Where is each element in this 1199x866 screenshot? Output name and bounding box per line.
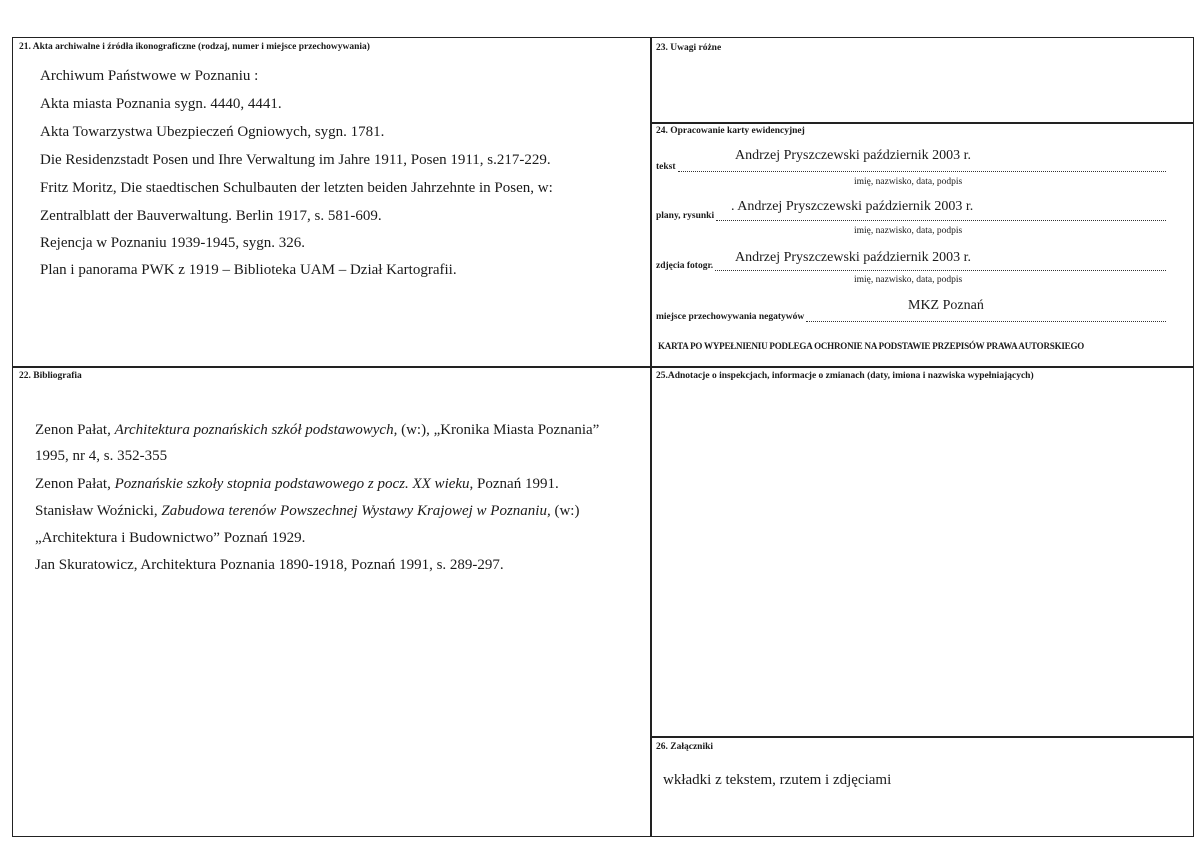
section-24-header: 24. Opracowanie karty ewidencyjnej — [656, 126, 805, 136]
signature-caption: imię, nazwisko, data, podpis — [854, 275, 963, 285]
bibliography-entry: Zenon Pałat, Architektura poznańskich szkół podstawowych, (w:), „Kronika Miasta Poznania” — [35, 422, 600, 438]
bibliography-entry: Jan Skuratowicz, Architektura Poznania 1890-1918, Poznań 1991, s. 289-297. — [35, 557, 504, 573]
divider-25-26 — [650, 736, 1193, 738]
section-23-header: 23. Uwagi różne — [656, 43, 722, 53]
section-21-header: 21. Akta archiwalne i źródła ikonograficzne (rodzaj, numer i miejsce przechowywania) — [19, 42, 370, 52]
text-author-value: Andrzej Pryszczewski październik 2003 r. — [735, 148, 971, 163]
signature-caption: imię, nazwisko, data, podpis — [854, 177, 963, 187]
drawings-author-row: plany, rysunki — [656, 211, 1166, 221]
photos-author-row: zdjęcia fotogr. — [656, 261, 1166, 271]
attachments-text: wkładki z tekstem, rzutem i zdjęciami — [663, 772, 892, 788]
section-21-line: Rejencja w Poznaniu 1939-1945, sygn. 326. — [40, 235, 305, 251]
section-21-line: Fritz Moritz, Die staedtischen Schulbauten der letzten beiden Jahrzehnte in Posen, w: — [40, 180, 553, 196]
bibliography-entry: „Architektura i Budownictwo” Poznań 1929. — [35, 530, 306, 546]
section-21-line: Die Residenzstadt Posen und Ihre Verwaltung im Jahre 1911, Posen 1911, s.217-229. — [40, 152, 551, 168]
text-author-row: tekst — [656, 162, 1166, 172]
column-divider — [650, 38, 652, 836]
negatives-storage-row: miejsce przechowywania negatywów — [656, 312, 1166, 322]
section-25-header: 25.Adnotacje o inspekcjach, informacje o zmianach (daty, imiona i nazwiska wypełniających) — [656, 371, 1034, 381]
section-21-line: Akta miasta Poznania sygn. 4440, 4441. — [40, 96, 282, 112]
negatives-storage-value: MKZ Poznań — [908, 298, 984, 313]
section-22-header: 22. Bibliografia — [19, 371, 82, 381]
bibliography-entry: 1995, nr 4, s. 352-355 — [35, 448, 168, 464]
row-divider — [13, 366, 1193, 368]
section-21-line: Plan i panorama PWK z 1919 – Biblioteka UAM – Dział Kartografii. — [40, 262, 457, 278]
drawings-author-value: . Andrzej Pryszczewski październik 2003 r. — [731, 199, 974, 214]
divider-23-24 — [650, 122, 1193, 124]
bibliography-entry: Stanisław Woźnicki, Zabudowa terenów Powszechnej Wystawy Krajowej w Poznaniu, (w:) — [35, 503, 580, 519]
copyright-notice: KARTA PO WYPEŁNIENIU PODLEGA OCHRONIE NA PODSTAWIE PRZEPISÓW PRAWA AUTORSKIEGO — [658, 341, 1085, 351]
record-card — [12, 37, 1194, 837]
section-21-line: Zentralblatt der Bauverwaltung. Berlin 1917, s. 581-609. — [40, 208, 382, 224]
section-21-line: Akta Towarzystwa Ubezpieczeń Ogniowych, sygn. 1781. — [40, 124, 385, 140]
section-26-header: 26. Załączniki — [656, 742, 714, 752]
photos-author-value: Andrzej Pryszczewski październik 2003 r. — [735, 250, 971, 265]
bibliography-entry: Zenon Pałat, Poznańskie szkoły stopnia podstawowego z pocz. XX wieku, Poznań 1991. — [35, 476, 559, 492]
signature-caption: imię, nazwisko, data, podpis — [854, 226, 963, 236]
section-21-line: Archiwum Państwowe w Poznaniu : — [40, 68, 259, 84]
